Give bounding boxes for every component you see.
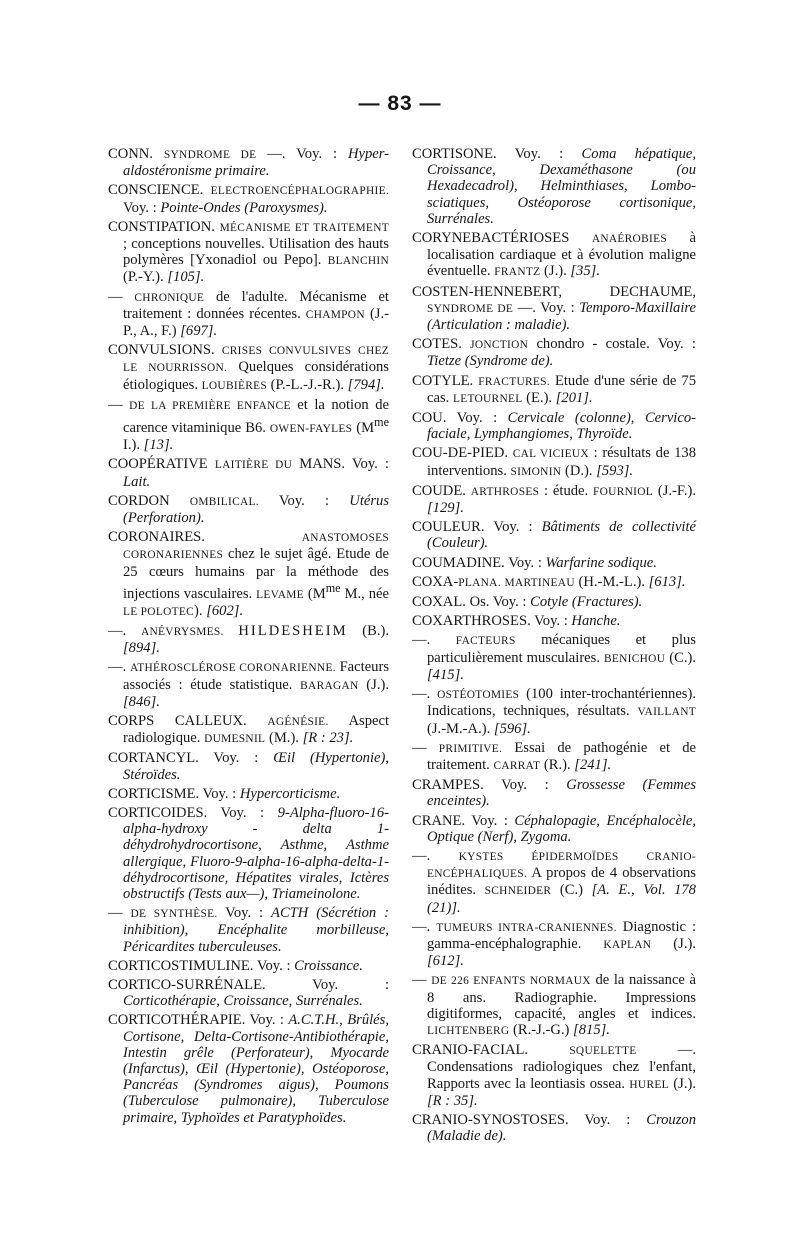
entry-text: [A. E., Vol. 178 (21)]. xyxy=(427,882,696,916)
entry-text: Temporo-Maxillaire (Articulation : maladie). xyxy=(427,299,696,334)
index-entry xyxy=(108,805,389,902)
index-entry xyxy=(412,740,696,774)
index-entry xyxy=(412,373,696,407)
entry-text: — xyxy=(412,739,439,756)
entry-text: (P.-L.-J.-R.). xyxy=(267,376,348,393)
entry-text: Facteurs associés : étude statistique. xyxy=(123,659,390,693)
index-entry xyxy=(412,483,696,516)
entry-text: [R : 35]. xyxy=(427,1092,478,1109)
entry-text: —. xyxy=(108,623,141,639)
entry-text: [415]. xyxy=(427,666,464,683)
entry-text: ; conceptions nouvelles. Utilisation des hauts polymères [Yxonadiol ou Pepo]. xyxy=(123,236,389,269)
entry-text: — xyxy=(108,905,131,922)
entry-text: [602]. xyxy=(206,602,244,619)
entry-text: Voy. : xyxy=(258,492,350,509)
entry-text: COULEUR. Voy. : xyxy=(412,519,542,536)
entry-text: A propos de 4 observations inédites. xyxy=(427,865,696,899)
entry-text: LICHTENBERG xyxy=(427,1024,510,1037)
entry-text: (J.-F.). xyxy=(653,482,696,499)
entry-text: CORTICOTHÉRAPIE. Voy. : xyxy=(108,1012,289,1029)
entry-text: Coma hépatique, Croissance, Dexaméthasone (ou Hexadecadrol), Helminthiases, Lombo-sciatiques, Ostéoporose cortisonique, Surrénales. xyxy=(427,146,696,227)
entry-text: FRACTURES. xyxy=(478,375,550,388)
entry-text: FRANTZ xyxy=(494,266,541,279)
entry-text: — xyxy=(412,972,432,989)
entry-text: ANASTOMOSES CORONARIENNES xyxy=(123,532,389,562)
entry-text: : résultats de 138 interventions. xyxy=(427,445,696,479)
entry-text: OMBILICAL. xyxy=(189,495,259,508)
index-entry xyxy=(108,397,389,453)
entry-text: Cervicale (colonne), Cervico-faciale, Lymphangiomes, Thyroïde. xyxy=(427,410,696,443)
entry-text: Tietze (Syndrome de). xyxy=(427,353,554,370)
entry-text: DE 226 ENFANTS NORMAUX xyxy=(431,975,591,988)
entry-text: : étude. xyxy=(539,482,594,499)
entry-text: 9-Alpha-fluoro-16-alpha-hydroxy - delta 1-déhydrohydrocortisone, Asthme, Asthme allergique, Fluoro-9-alpha-16-alpha-delta-1-déhydrocortisone, Hépatites virales, Ictères obstructifs (Tests aux—), Triameinolone. xyxy=(123,805,389,903)
index-entry xyxy=(108,456,389,489)
entry-text: de l'adulte. Mécanisme et traitement : données récentes. xyxy=(123,288,389,322)
entry-text: CRAMPES. Voy. : xyxy=(412,777,567,794)
entry-text: Utérus (Perforation). xyxy=(123,492,390,526)
entry-text: OSTÉOTOMIES xyxy=(437,689,520,702)
entry-text: Quelques considérations étiologiques. xyxy=(123,359,389,393)
entry-text: —. Condensations radiologiques chez l'enfant, Rapports avec la leontiasis ossea. xyxy=(427,1042,696,1092)
entry-text: chez le sujet âgé. Etude de 25 cœurs humains par la méthode des injections vasculaires. xyxy=(123,546,389,602)
entry-text: (E.). xyxy=(522,389,556,406)
entry-text: me xyxy=(325,580,341,595)
index-entry xyxy=(412,919,696,970)
entry-text: CAL VICIEUX xyxy=(512,448,589,461)
index-entry xyxy=(108,529,389,620)
entry-text: LEVAME xyxy=(256,588,304,601)
entry-text: BARAGAN xyxy=(300,679,359,692)
entry-text: FOURNIOL xyxy=(593,485,654,498)
entry-text: SCHNEIDER xyxy=(484,885,552,898)
entry-text: — xyxy=(108,288,135,305)
entry-text: CONSTIPATION. xyxy=(108,218,220,235)
entry-text: KYSTES ÉPIDERMOÏDES CRANIO-ENCÉPHALIQUES. xyxy=(427,850,697,881)
entry-text: CHRONIQUE xyxy=(134,291,205,304)
entry-text: CARRAT xyxy=(493,759,541,772)
entry-text: [593]. xyxy=(596,462,634,479)
entry-text: AGÉNÉSIE. xyxy=(267,716,329,729)
entry-text: [201]. xyxy=(555,389,593,406)
entry-text: Crouzon (Maladie de). xyxy=(427,1111,696,1145)
index-entry xyxy=(108,493,389,526)
entry-text: (100 inter-trochantériennes). Indications, techniques, résultats. xyxy=(427,686,696,720)
index-entry xyxy=(412,1112,696,1144)
entry-text: [35]. xyxy=(570,263,600,280)
entry-text: Hyper-aldostéronisme primaire. xyxy=(123,146,389,180)
entry-text: Essai de pathogénie et de traitement. xyxy=(427,739,697,773)
entry-text: (B.). xyxy=(347,623,390,639)
entry-text: COXAL. Os. Voy. : xyxy=(412,594,531,611)
entry-text: [894]. xyxy=(123,640,160,657)
entry-text: COOPÉRATIVE xyxy=(108,456,215,473)
entry-text: [13]. xyxy=(143,437,174,454)
index-entry xyxy=(412,574,696,591)
entry-text: ANAÉROBIES xyxy=(591,233,667,246)
entry-text: SYNDROME DE xyxy=(163,149,257,161)
index-entry xyxy=(108,750,389,782)
entry-text: Warfarine sodique. xyxy=(545,554,657,571)
entry-text: (R.-J.-G.) xyxy=(509,1021,574,1038)
index-entry xyxy=(412,410,696,442)
entry-text: DE SYNTHÈSE. xyxy=(130,908,218,921)
entry-text: CORYNEBACTÉRIOSES xyxy=(412,230,592,247)
entry-text: Diagnostic : gamma-encéphalographie. xyxy=(427,918,697,952)
entry-text: (R.). xyxy=(540,756,575,773)
index-entry xyxy=(412,146,696,227)
entry-text: MÉCANISME ET TRAITEMENT xyxy=(219,221,389,234)
entry-text: SYNDROME DE xyxy=(427,302,514,315)
entry-text: MANS. Voy. : xyxy=(292,456,389,473)
entry-text: COUMADINE. Voy. : xyxy=(412,554,546,571)
entry-text: (J.-M.-A.). xyxy=(427,720,494,737)
entry-text: ATHÉROSCLÉROSE CORONARIENNE. xyxy=(129,662,336,675)
index-entry xyxy=(108,623,389,656)
entry-text: COTYLE. xyxy=(412,372,479,389)
index-entry xyxy=(412,813,696,845)
entry-text: [612]. xyxy=(427,953,464,970)
entry-text: [105]. xyxy=(167,269,205,286)
entry-text: (P.-Y.). xyxy=(123,269,168,286)
entry-text: ). xyxy=(194,602,207,619)
index-entry xyxy=(412,632,696,683)
entry-text: PRIMITIVE. xyxy=(438,742,503,755)
index-entry xyxy=(412,336,696,369)
entry-text: [596]. xyxy=(493,720,531,737)
entry-text: (M.). xyxy=(265,730,303,747)
entry-text: PLANA. xyxy=(458,576,501,589)
entry-text: Pointe-Ondes (Paroxysmes). xyxy=(160,199,328,216)
entry-text: COUDE. xyxy=(412,482,471,499)
entry-text: OWEN-FAYLES xyxy=(269,422,353,435)
entry-text: chondro - costale. Voy. : xyxy=(528,336,696,353)
index-entry xyxy=(108,342,389,394)
index-entry xyxy=(108,905,389,955)
entry-text: Etude d'une série de 75 cas. xyxy=(427,372,696,406)
index-entry xyxy=(108,786,389,802)
entry-text: (D.). xyxy=(561,462,597,479)
entry-text: Aspect radiologique. xyxy=(123,713,389,747)
index-entry xyxy=(108,977,389,1009)
entry-text: TUMEURS INTRA-CRANIENNES. xyxy=(436,921,617,934)
entry-text: (H.-M.-L.). xyxy=(574,573,649,590)
entry-text: (M xyxy=(352,419,375,436)
entry-text: COSTEN-HENNEBERT, DECHAUME, xyxy=(412,283,696,300)
left-column xyxy=(108,146,389,1129)
index-entry xyxy=(108,146,389,179)
entry-text: JONCTION xyxy=(470,339,529,352)
entry-text: —. xyxy=(412,632,456,649)
entry-text: Corticothérapie, Croissance, Surrénales. xyxy=(123,993,363,1010)
entry-text: LETOURNEL xyxy=(452,392,523,405)
entry-text: Céphalopagie, Encéphalocèle, Optique (Nerf), Zygoma. xyxy=(427,812,697,845)
entry-text: (M xyxy=(303,585,326,602)
index-entry xyxy=(412,686,696,737)
entry-text: KAPLAN xyxy=(603,938,652,951)
entry-text: [613]. xyxy=(648,573,686,590)
entry-text: [241]. xyxy=(574,756,612,773)
entry-text: CRANIO-FACIAL. xyxy=(412,1042,570,1059)
entry-text: Bâtiments de collectivité (Couleur). xyxy=(427,519,697,552)
entry-text: Œil (Hypertonie), Stéroïdes. xyxy=(123,750,389,783)
page-number: — 83 — xyxy=(358,92,442,115)
entry-text: (J.). xyxy=(651,935,696,952)
entry-text: et la notion de carence vitaminique B6. xyxy=(123,396,389,436)
index-entry xyxy=(108,958,389,974)
entry-text: CORTISONE. Voy. : xyxy=(412,146,582,162)
entry-text: ELECTROENCÉPHALOGRAPHIE. xyxy=(210,185,389,198)
entry-text: ACTH (Sécrétion : inhibition), Encéphalite morbilleuse, Péricardites tuberculeuses. xyxy=(123,905,390,955)
index-entry xyxy=(412,848,696,916)
right-column xyxy=(412,146,696,1147)
entry-text: LOUBIÈRES xyxy=(201,379,267,392)
entry-text: CORPS CALLEUX. xyxy=(108,713,268,730)
entry-text: Voy. : xyxy=(123,199,161,216)
entry-text: MARTINEAU xyxy=(504,576,575,589)
index-entry xyxy=(412,284,696,334)
entry-text: SIMONIN xyxy=(510,465,562,478)
entry-text: DUMESNIL xyxy=(204,733,266,746)
entry-text: CORONAIRES. xyxy=(108,529,302,546)
entry-text xyxy=(224,623,239,639)
entry-text: CORTICOSTIMULINE. Voy. : xyxy=(108,957,295,974)
entry-text: VAILLANT xyxy=(637,706,696,719)
entry-text: SQUELETTE xyxy=(569,1045,637,1058)
entry-text: I.). xyxy=(123,437,144,454)
entry-text: Lait. xyxy=(123,473,151,490)
entry-text: me xyxy=(374,415,389,430)
entry-text: —. xyxy=(412,918,437,935)
entry-text: CRISES CONVULSIVES CHEZ LE NOURRISSON. xyxy=(123,345,389,375)
entry-text: (J.). xyxy=(668,1075,696,1092)
entry-text: COU. Voy. : xyxy=(412,410,508,427)
index-entry xyxy=(108,219,389,286)
index-entry xyxy=(412,777,696,809)
entry-text: CHAMPON xyxy=(305,308,365,321)
index-entry xyxy=(412,445,696,479)
index-entry xyxy=(412,230,696,281)
entry-text: COU-DE-PIED. xyxy=(412,445,513,462)
entry-text: LE POLOTEC xyxy=(123,605,195,618)
entry-text: CRANE. Voy. : xyxy=(412,812,515,829)
entry-text: COXA- xyxy=(412,573,459,590)
entry-text: HUREL xyxy=(629,1078,669,1091)
entry-text: — xyxy=(108,396,130,413)
entry-text: CORTICOIDES. Voy. : xyxy=(108,805,278,822)
entry-text: M., née xyxy=(340,585,389,602)
entry-text: mécaniques et plus particulièrement musculaires. xyxy=(427,632,696,666)
entry-text: Cotyle (Fractures). xyxy=(530,594,643,611)
entry-text: CONN. xyxy=(108,146,164,162)
entry-text: (J.). xyxy=(358,676,389,693)
entry-text: à localisation cardiaque et à évolution maligne éventuelle. xyxy=(427,230,696,280)
entry-text: (C.) xyxy=(551,882,592,899)
index-entry xyxy=(108,1012,389,1125)
entry-text: COTES. xyxy=(412,336,471,353)
entry-text: (J.). xyxy=(540,263,571,280)
index-entry xyxy=(412,613,696,629)
entry-text: Hanche. xyxy=(571,613,621,630)
entry-text: —. xyxy=(108,659,130,676)
entry-text: [R : 23]. xyxy=(302,730,354,747)
entry-text: CORTICO-SURRÉNALE. Voy. : xyxy=(108,977,389,994)
entry-text: CONVULSIONS. xyxy=(108,342,222,359)
entry-text: [129]. xyxy=(427,500,464,517)
entry-text: —. xyxy=(412,847,459,864)
entry-text: de la naissance à 8 ans. Radiographie. Impressions digitiformes, capacité, angles et indices. xyxy=(427,972,697,1022)
entry-text: (J.-P., A., F.) xyxy=(123,305,389,340)
index-entry xyxy=(108,289,389,340)
entry-text: —. Voy. : xyxy=(256,146,348,162)
entry-text: HILDESHEIM xyxy=(238,623,348,639)
entry-text: [794]. xyxy=(347,376,385,393)
index-entry xyxy=(412,1042,696,1109)
entry-text: COXARTHROSES. Voy. : xyxy=(412,613,572,630)
entry-text: [697]. xyxy=(180,323,218,340)
entry-text: ANÉVRYSMES. xyxy=(140,626,224,638)
entry-text: DE LA PREMIÈRE ENFANCE xyxy=(129,399,291,412)
entry-text: Hypercorticisme. xyxy=(239,785,341,802)
entry-text: Grossesse (Femmes enceintes). xyxy=(427,777,696,810)
entry-text: —. Voy. : xyxy=(513,299,580,316)
index-entry xyxy=(412,594,696,610)
entry-text: CORTICISME. Voy. : xyxy=(108,785,240,802)
entry-text: (C.). xyxy=(665,649,696,666)
index-entry xyxy=(108,182,389,215)
entry-text: LAITIÈRE DU xyxy=(214,459,293,472)
entry-text: FACTEURS xyxy=(455,635,516,648)
index-entry xyxy=(412,519,696,551)
entry-text: Croissance. xyxy=(294,957,363,974)
entry-text: BLANCHIN xyxy=(327,255,389,268)
entry-text: CORDON xyxy=(108,492,190,509)
entry-text: —. xyxy=(412,686,438,703)
index-entry xyxy=(412,555,696,571)
entry-text: CRANIO-SYNOSTOSES. Voy. : xyxy=(412,1111,647,1128)
index-entry xyxy=(412,972,696,1039)
entry-text: A.C.T.H., Brûlés, Cortisone, Delta-Cortisone-Antibiothérapie, Intestin grêle (Perforateur), Myocarde (Infarctus), Œil (Hypertonie), Ostéoporose, Pancréas (Syndromes aigus), Poumons (Tuberculose pulmonaire), Tuberculose primaire, Typhoïdes et Paratyphoïdes. xyxy=(123,1012,389,1126)
entry-text: CORTANCYL. Voy. : xyxy=(108,750,274,767)
entry-text: BENICHOU xyxy=(603,652,666,665)
entry-text: [815]. xyxy=(573,1021,610,1038)
index-entry xyxy=(108,659,389,710)
index-entry xyxy=(108,713,389,747)
entry-text: [846]. xyxy=(123,693,160,710)
entry-text: Voy. : xyxy=(217,905,272,922)
entry-text: CONSCIENCE. xyxy=(108,182,211,199)
entry-text: ARTHROSES xyxy=(470,485,540,498)
